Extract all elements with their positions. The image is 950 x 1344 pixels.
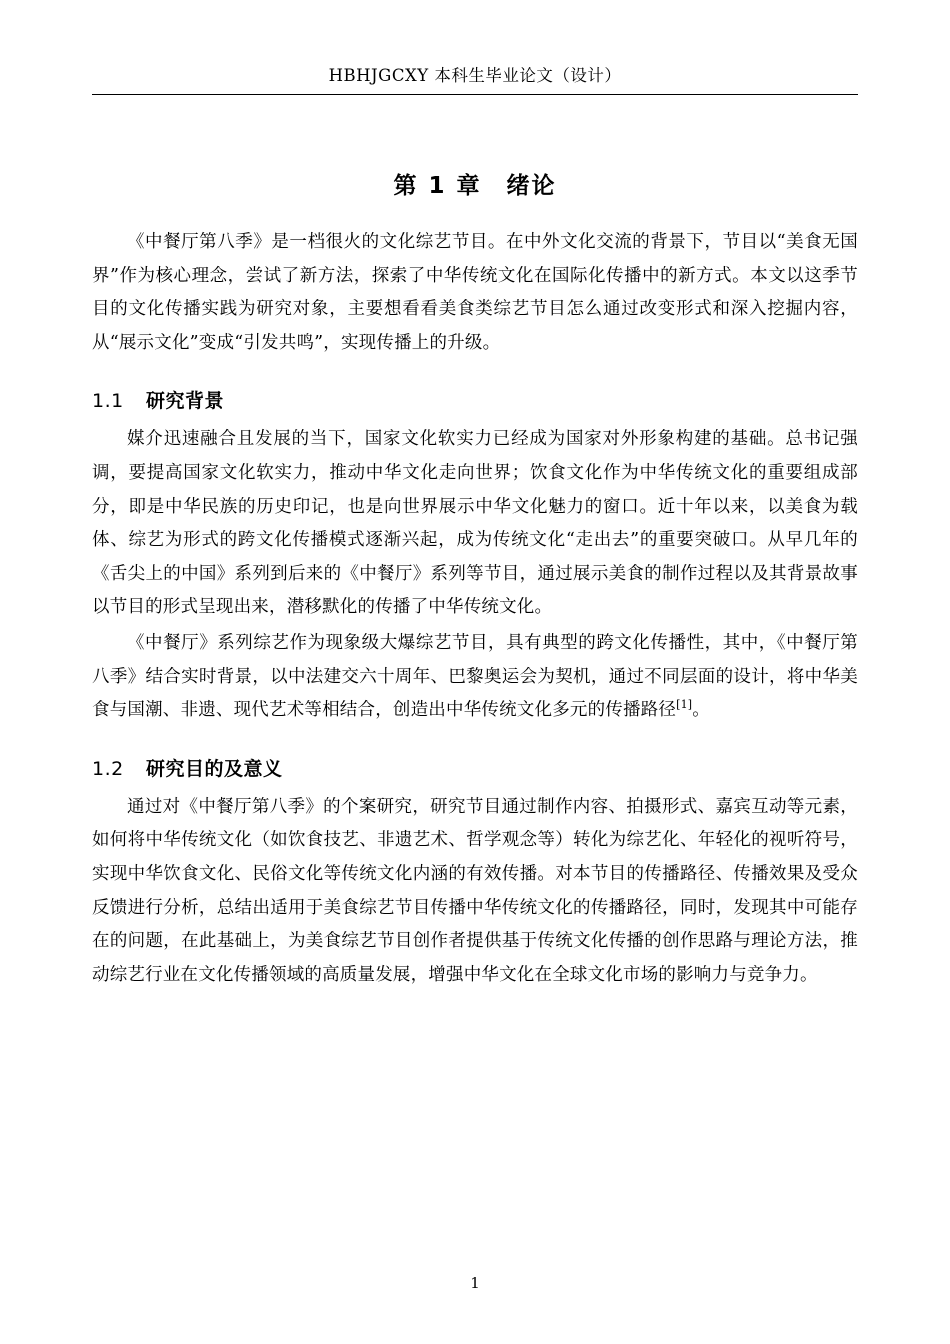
- page-header: [92, 62, 858, 92]
- section-1-2-paragraph-1: 通过对《中餐厅第八季》的个案研究，研究节目通过制作内容、拍摄形式、嘉宾互动等元素，如何将中华传统文化（如饮食技艺、非遗艺术、哲学观念等）转化为综艺化、年轻化的视听符号，实现中华饮食文化、民俗文化等传统文化内涵的有效传播。对本节目的传播路径、传播效果及受众反馈进行分析，总结出适用于美食综艺节目传播中华传统文化的传播路径，同时，发现其中可能存在的问题，在此基础上，为美食综艺节目创作者提供基于传统文化传播的创作思路与理论方法，推动综艺行业在文化传播领域的高质量发展，增强中华文化在全球文化市场的影响力与竞争力。: [92, 796, 858, 985]
- section-number: 1.2: [92, 757, 124, 780]
- section-heading-1-2: [92, 754, 858, 781]
- section-heading-1-1: [92, 386, 858, 413]
- section-1-1-paragraph-1: 媒介迅速融合且发展的当下，国家文化软实力已经成为国家对外形象构建的基础。总书记强调，要提高国家文化软实力，推动中华文化走向世界；饮食文化作为中华传统文化的重要组成部分，即是中华民族的历史印记，也是向世界展示中华文化魅力的窗口。近十年以来，以美食为载体、综艺为形式的跨文化传播模式逐渐兴起，成为传统文化“走出去”的重要突破口。从早几年的《舌尖上的中国》系列到后来的《中餐厅》系列等节目，通过展示美食的制作过程以及其背景故事以节目的形式呈现出来，潜移默化的传播了中华传统文化。: [92, 429, 858, 618]
- section-number: 1.1: [92, 390, 124, 413]
- section-1-1-paragraph-2-text: 《中餐厅》系列综艺作为现象级大爆综艺节目，具有典型的跨文化传播性，其中，《中餐厅第八季》结合实时背景，以中法建交六十周年、巴黎奥运会为契机，通过不同层面的设计，将中华美食与国潮、非遗、现代艺术等相结合，创造出中华传统文化多元的传播路径: [92, 632, 858, 721]
- intro-paragraph: 《中餐厅第八季》是一档很火的文化综艺节目。在中外文化交流的背景下，节目以“美食无国界”作为核心理念，尝试了新方法，探索了中华传统文化在国际化传播中的新方式。本文以这季节目的文化传播实践为研究对象，主要想看看美食类综艺节目怎么通过改变形式和深入挖掘内容，从“展示文化”变成“引发共鸣”，实现传播上的升级。: [92, 232, 858, 353]
- section-title: 研究背景: [146, 390, 225, 413]
- section-1-1-paragraph-2: [92, 627, 858, 728]
- paragraph-tail: 。: [692, 700, 710, 721]
- header-divider: [92, 94, 858, 95]
- page-header-text: HBHJGCXY 本科生毕业论文（设计）: [328, 66, 622, 85]
- chapter-title: 第 1 章 绪论: [393, 173, 557, 199]
- section-title: 研究目的及意义: [146, 757, 283, 780]
- citation-marker: [1]: [676, 698, 693, 712]
- page-number: 1: [470, 1274, 480, 1292]
